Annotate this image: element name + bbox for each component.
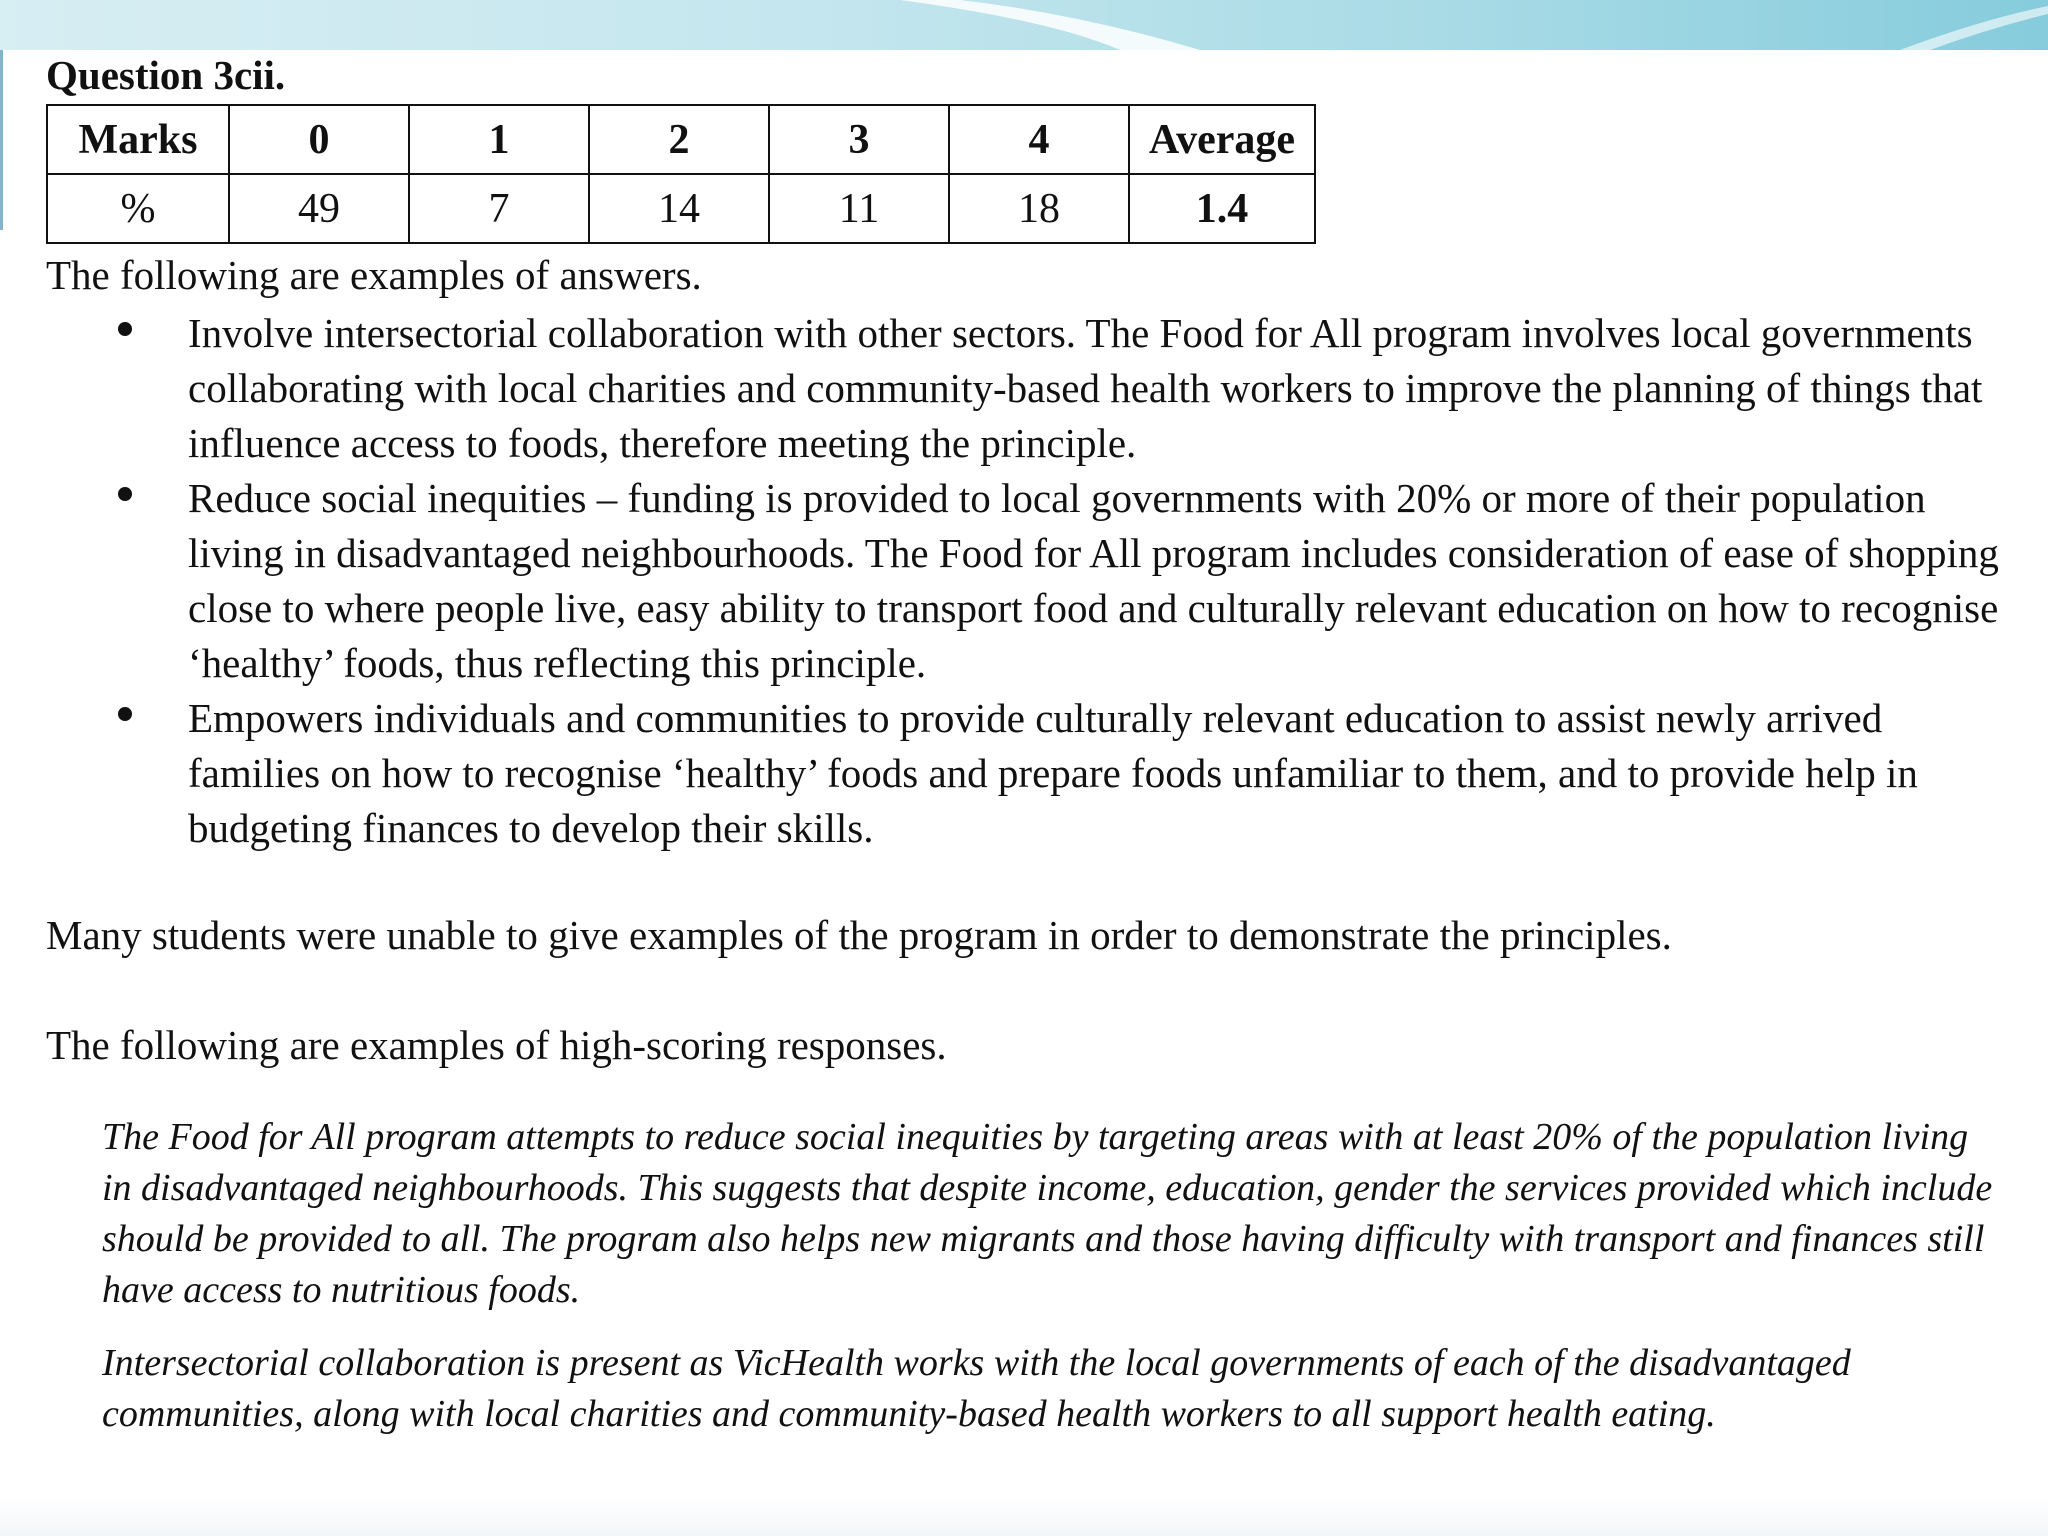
sample-response: The Food for All program attempts to reduce social inequities by targeting areas with at least 20% of the population living in disadvantaged neighbourhoods. This suggests that despite income, education, gender the services provided which include should be provided to all. The program also helps new migrants and those having difficulty with transport and finances still have access to nutritious foods. — [102, 1116, 1993, 1311]
answer-text: Empowers individuals and communities to provide culturally relevant education to assist newly arrived families on how to recognise ‘healthy’ foods and prepare foods unfamiliar to them, and to provide help in budgeting finances to develop their skills. — [188, 695, 1918, 851]
marks-header-row — [47, 105, 1315, 174]
bullet-icon — [118, 322, 132, 336]
marks-percent-row — [47, 174, 1315, 243]
examiner-note: Many students were unable to give examples of the program in order to demonstrate the principles. — [46, 912, 1672, 958]
high-scoring-intro: The following are examples of high-scoring responses. — [46, 1022, 947, 1068]
row-cell-percent: % — [47, 174, 229, 243]
marks-table — [46, 104, 1316, 244]
list-item — [46, 306, 2008, 471]
answer-list — [46, 306, 2006, 856]
answer-text: Involve intersectorial collaboration with other sectors. The Food for All program involves local governments collaborating with local charities and community-based health workers to improve the planning of things that influence access to foods, therefore meeting the principle. — [188, 310, 1983, 466]
header-cell-4: 4 — [949, 105, 1129, 174]
answer-text: Reduce social inequities – funding is provided to local governments with 20% or more of their population living in disadvantaged neighbourhoods. The Food for All program includes consideration of ease of shopping close to where people live, easy ability to transport food and culturally relevant education on how to recognise ‘healthy’ foods, thus reflecting this principle. — [188, 475, 1999, 686]
row-cell-1: 7 — [409, 174, 589, 243]
header-cell-1: 1 — [409, 105, 589, 174]
row-cell-3: 11 — [769, 174, 949, 243]
list-item — [46, 471, 2008, 691]
sample-responses — [102, 1112, 2002, 1440]
bottom-fade — [0, 1496, 2048, 1536]
bullet-icon — [118, 487, 132, 501]
question-title: Question 3cii. — [46, 52, 286, 98]
row-cell-average: 1.4 — [1129, 174, 1315, 243]
row-cell-4: 18 — [949, 174, 1129, 243]
row-cell-0: 49 — [229, 174, 409, 243]
banner-swoosh — [0, 0, 2048, 50]
header-banner — [0, 0, 2048, 50]
header-cell-2: 2 — [589, 105, 769, 174]
answers-intro: The following are examples of answers. — [46, 252, 702, 298]
document-body — [46, 52, 2006, 1462]
bullet-icon — [118, 707, 132, 721]
header-cell-average: Average — [1129, 105, 1315, 174]
header-cell-0: 0 — [229, 105, 409, 174]
row-cell-2: 14 — [589, 174, 769, 243]
header-cell-3: 3 — [769, 105, 949, 174]
list-item — [46, 691, 2008, 856]
header-cell-marks: Marks — [47, 105, 229, 174]
sample-response: Intersectorial collaboration is present as VicHealth works with the local governments of each of the disadvantaged communities, along with local charities and community-based health workers to all support health eating. — [102, 1342, 1851, 1435]
left-accent-bar — [0, 50, 3, 230]
